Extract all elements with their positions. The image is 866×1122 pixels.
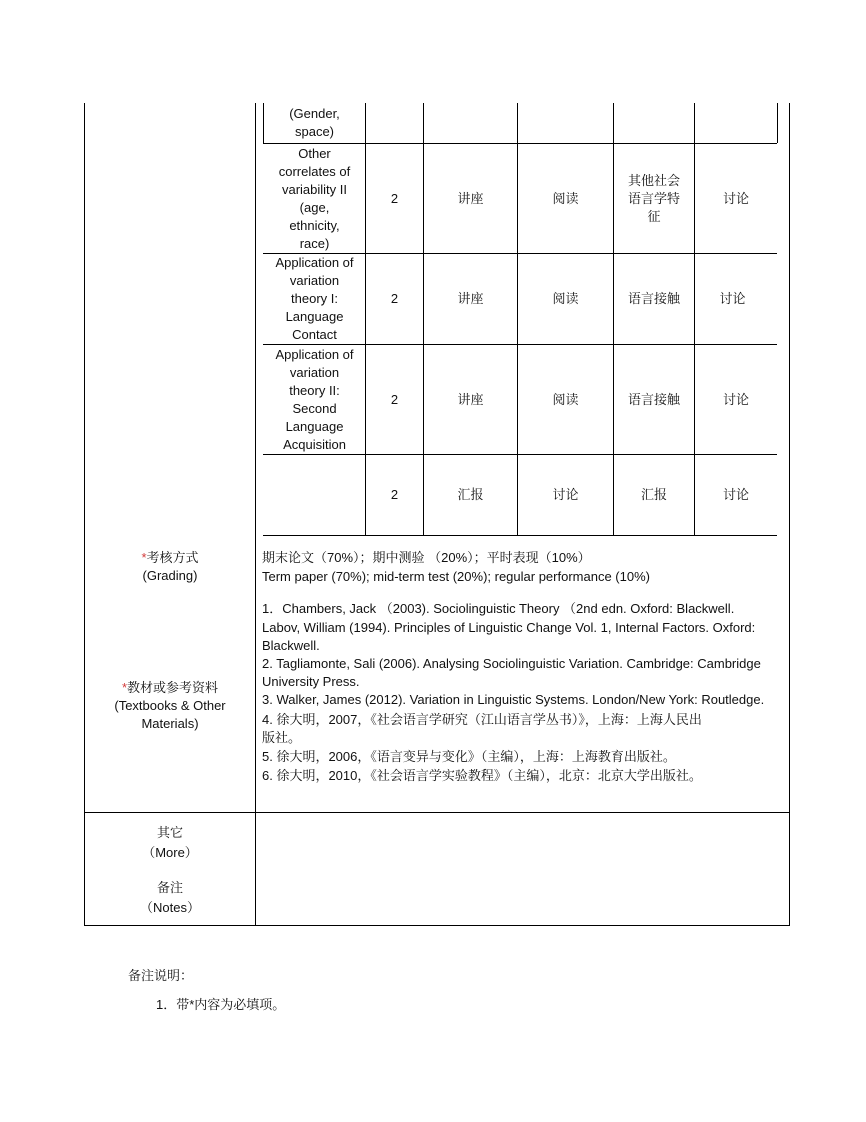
hours-cell: 2 [390, 487, 399, 502]
method-cell: 讨论 [722, 190, 749, 206]
reference-line: 2. Tagliamonte, Sali (2006). Analysing Sociolinguistic Variation. Cambridge: Cambridge [262, 656, 761, 671]
topic-line: theory II: [289, 382, 340, 398]
reference-line: 版社。 [262, 730, 302, 745]
topic-line: Other [298, 145, 331, 161]
hours-cell: 2 [390, 190, 399, 206]
content-cell: 语言接触 [627, 391, 680, 407]
content-line: 语言学特 [627, 190, 680, 206]
method-cell: 讨论 [722, 391, 749, 407]
notes-label-cn: 备注 [156, 880, 183, 895]
topic-line: race) [299, 235, 330, 251]
method-cell: 讨论 [552, 487, 579, 502]
topic-line: variation [289, 273, 340, 288]
topic-line: Application of [275, 255, 354, 270]
required-mark: * [141, 550, 147, 565]
hours-cell: 2 [390, 291, 399, 306]
topic-line: Language [285, 309, 344, 324]
more-label [85, 823, 255, 863]
more-label-en: （More） [142, 845, 198, 860]
topic-line: space) [294, 124, 335, 139]
topic-line: variability II [281, 181, 348, 197]
materials-label-en: Materials) [141, 716, 199, 731]
method-cell: 阅读 [552, 291, 579, 306]
topic-line: variation [289, 364, 340, 380]
table-row [264, 103, 365, 143]
topic-line: (age, [299, 199, 330, 215]
materials-label-cn: 教材或参考资料 [127, 680, 219, 695]
topic-line: theory I: [291, 291, 338, 306]
method-cell: 阅读 [552, 190, 579, 206]
method-cell: 讨论 [719, 291, 746, 306]
topic-line: correlates of [278, 163, 351, 179]
reference-line: 1．Chambers, Jack （2003). Sociolinguistic Theory （2nd edn. Oxford: Blackwell. [262, 601, 735, 616]
grading-label-cn: 考核方式 [146, 550, 199, 565]
footer-title: 备注说明： [128, 968, 194, 983]
method-cell: 讲座 [457, 391, 484, 407]
topic-line: (Gender, [289, 106, 340, 121]
topic-line: ethnicity, [289, 217, 340, 233]
content-cell: 语言接触 [627, 291, 680, 306]
reference-line: 3. Walker, James (2012). Variation in Linguistic Systems. London/New York: Routledge. [262, 692, 765, 707]
grading-value-cn: 期末论文（70%）；期中测验 （20%）；平时表现（10%） [262, 550, 591, 565]
topic-line: Acquisition [283, 436, 346, 452]
method-cell: 讨论 [722, 487, 749, 502]
topic-cell [264, 144, 365, 253]
content-cell [614, 144, 694, 253]
method-cell: 讲座 [457, 291, 484, 306]
method-cell: 讲座 [457, 190, 484, 206]
content-line: 征 [647, 208, 661, 224]
notes-label-en: （Notes） [140, 900, 200, 915]
grading-label-en: (Grading) [142, 568, 198, 583]
topic-cell [264, 254, 365, 344]
grading-value-en: Term paper (70%); mid-term test (20%); regular performance (10%) [262, 569, 650, 584]
reference-line: 6. 徐大明，2010，《社会语言学实验教程》（主编），北京：北京大学出版社。 [262, 768, 702, 783]
hours-cell: 2 [390, 391, 399, 407]
reference-line: 4. 徐大明，2007，《社会语言学研究（江山语言学丛书）》，上海：上海人民出 [262, 712, 702, 727]
materials-label [85, 679, 255, 733]
content-line: 其他社会 [627, 172, 680, 188]
reference-line: Labov, William (1994). Principles of Linguistic Change Vol. 1, Internal Factors. Oxford: [262, 620, 756, 635]
required-mark: * [121, 680, 128, 695]
topic-line: Contact [292, 327, 337, 342]
materials-label-en: (Textbooks & Other [114, 698, 226, 713]
method-cell: 阅读 [552, 391, 579, 407]
topic-line: Application of [275, 346, 354, 362]
grading-label [85, 549, 255, 585]
content-cell: 汇报 [640, 487, 667, 502]
topic-line: Language [285, 418, 344, 434]
notes-label [85, 878, 255, 918]
method-cell: 汇报 [457, 487, 484, 502]
reference-line: Blackwell. [262, 638, 320, 653]
topic-line: Second [292, 400, 337, 416]
reference-line: 5. 徐大明，2006，《语言变异与变化》（主编），上海：上海教育出版社。 [262, 749, 676, 764]
footer-item: 1．带*内容为必填项。 [156, 997, 286, 1012]
more-label-cn: 其它 [156, 825, 183, 840]
reference-line: University Press. [262, 674, 360, 689]
topic-cell [264, 345, 365, 454]
